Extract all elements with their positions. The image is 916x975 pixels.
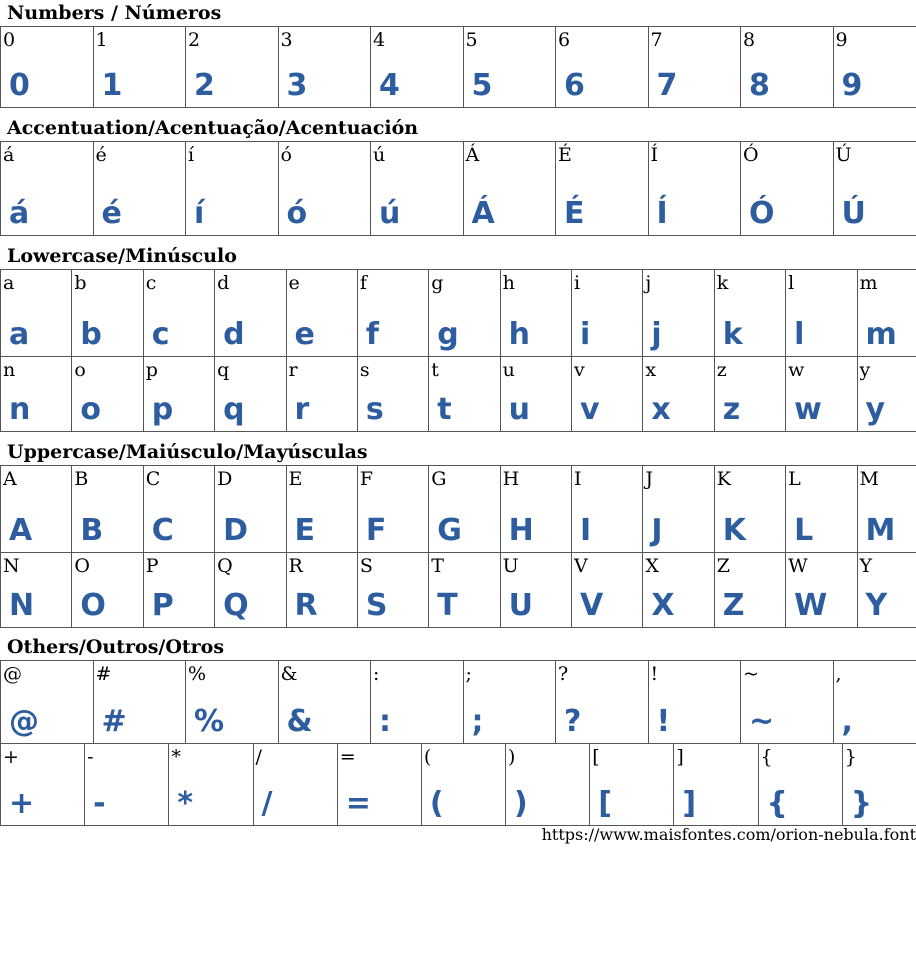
glyph-char-label: } — [844, 746, 857, 768]
glyph-sample: 7 — [656, 68, 678, 103]
glyph-cell — [93, 142, 186, 236]
glyph-char-label: Ú — [835, 144, 852, 166]
glyph-sample: x — [651, 392, 671, 427]
others-grid-1 — [0, 660, 916, 744]
glyph-sample: 4 — [379, 68, 400, 103]
glyph-cell — [506, 744, 590, 826]
glyph-sample: y — [865, 392, 886, 427]
glyph-char-label: g — [431, 272, 444, 294]
glyph-sample: v — [580, 392, 600, 427]
glyph-sample: K — [722, 513, 746, 548]
glyph-cell — [741, 142, 834, 236]
glyph-char-label: v — [574, 359, 585, 381]
glyph-cell — [429, 553, 500, 628]
glyph-sample: f — [365, 317, 379, 352]
glyph-sample: r — [294, 392, 310, 427]
glyph-char-label: R — [288, 555, 303, 577]
glyph-sample: 6 — [564, 68, 585, 103]
glyph-char-label: = — [339, 746, 356, 768]
glyph-sample: p — [151, 392, 174, 427]
glyph-cell — [143, 270, 214, 357]
glyph-cell — [429, 357, 500, 432]
glyph-cell — [1, 357, 72, 432]
section-title-uppercase: Uppercase/Maiúsculo/Mayúsculas — [7, 441, 368, 463]
glyph-cell — [648, 661, 741, 744]
glyph-char-label: u — [502, 359, 515, 381]
glyph-sample: T — [437, 588, 458, 623]
glyph-sample: ( — [429, 786, 444, 821]
glyph-char-label: i — [574, 272, 581, 294]
glyph-sample: V — [580, 588, 604, 623]
glyph-cell — [572, 553, 643, 628]
glyph-cell — [286, 270, 357, 357]
glyph-char-label: K — [716, 468, 731, 490]
glyph-char-label: ; — [465, 663, 472, 685]
glyph-sample: s — [365, 392, 384, 427]
glyph-cell — [1, 744, 85, 826]
glyph-char-label: 1 — [95, 29, 108, 51]
glyph-row — [1, 661, 916, 744]
glyph-sample: H — [508, 513, 534, 548]
section-title-numbers: Numbers / Números — [7, 2, 222, 24]
glyph-sample: { — [766, 786, 788, 821]
glyph-sample: ] — [682, 786, 697, 821]
glyph-sample: D — [223, 513, 249, 548]
glyph-char-label: & — [280, 663, 298, 685]
glyph-sample: - — [93, 786, 106, 821]
glyph-char-label: q — [217, 359, 230, 381]
glyph-cell — [143, 553, 214, 628]
glyph-sample: = — [345, 786, 371, 821]
glyph-char-label: U — [502, 555, 519, 577]
glyph-cell — [714, 270, 785, 357]
glyph-cell — [253, 744, 337, 826]
glyph-cell — [357, 553, 428, 628]
glyph-sample: h — [508, 317, 530, 352]
glyph-sample: i — [580, 317, 591, 352]
glyph-cell — [643, 466, 714, 553]
glyph-cell — [648, 142, 741, 236]
numbers-grid — [0, 26, 916, 108]
glyph-char-label: o — [74, 359, 86, 381]
glyph-cell — [857, 466, 916, 553]
glyph-char-label: I — [574, 468, 582, 490]
uppercase-grid — [0, 465, 916, 628]
glyph-cell — [371, 661, 464, 744]
glyph-cell — [1, 466, 72, 553]
glyph-sample: [ — [598, 786, 612, 821]
glyph-char-label: * — [171, 746, 181, 768]
glyph-cell — [143, 466, 214, 553]
section-title-accentuation: Accentuation/Acentuação/Acentuación — [7, 117, 419, 139]
glyph-char-label: W — [788, 555, 808, 577]
glyph-cell — [857, 553, 916, 628]
glyph-cell — [500, 466, 571, 553]
glyph-sample: 5 — [471, 68, 493, 103]
glyph-char-label: ? — [558, 663, 569, 685]
glyph-char-label: 9 — [835, 29, 848, 51]
glyph-char-label: b — [74, 272, 87, 294]
glyph-char-label: + — [3, 746, 19, 768]
glyph-char-label: Q — [217, 555, 233, 577]
glyph-char-label: d — [217, 272, 230, 294]
glyph-cell — [93, 661, 186, 744]
glyph-char-label: A — [3, 468, 17, 490]
glyph-char-label: m — [859, 272, 878, 294]
glyph-sample: b — [80, 317, 102, 352]
glyph-cell — [1, 553, 72, 628]
glyph-char-label: : — [373, 663, 380, 685]
glyph-sample: l — [794, 317, 805, 352]
glyph-cell — [741, 661, 834, 744]
glyph-char-label: @ — [3, 663, 22, 685]
glyph-cell — [463, 142, 556, 236]
glyph-sample: E — [294, 513, 315, 548]
glyph-row — [1, 27, 916, 108]
glyph-cell — [85, 744, 169, 826]
glyph-char-label: 2 — [188, 29, 201, 51]
glyph-sample: Y — [865, 588, 888, 623]
glyph-sample: # — [101, 704, 127, 739]
glyph-sample: B — [80, 513, 104, 548]
glyph-char-label: V — [574, 555, 588, 577]
glyph-char-label: j — [645, 272, 652, 294]
glyph-cell — [371, 142, 464, 236]
glyph-cell — [337, 744, 421, 826]
glyph-sample: Ó — [749, 196, 775, 231]
glyph-sample: 0 — [9, 68, 30, 103]
glyph-cell — [500, 357, 571, 432]
glyph-char-label: Ó — [743, 144, 759, 166]
glyph-cell — [429, 270, 500, 357]
glyph-sample: & — [286, 704, 313, 739]
glyph-cell — [278, 142, 371, 236]
glyph-sample: é — [101, 196, 122, 231]
glyph-char-label: É — [558, 144, 572, 166]
glyph-char-label: T — [431, 555, 444, 577]
glyph-char-label: k — [716, 272, 729, 294]
glyph-char-label: ú — [373, 144, 386, 166]
glyph-sample: o — [80, 392, 101, 427]
glyph-sample: a — [9, 317, 30, 352]
accentuation-grid — [0, 141, 916, 236]
glyph-char-label: h — [502, 272, 515, 294]
glyph-cell — [833, 27, 916, 108]
glyph-cell — [714, 553, 785, 628]
glyph-cell — [72, 357, 143, 432]
glyph-cell — [278, 661, 371, 744]
glyph-cell — [643, 357, 714, 432]
glyph-cell — [714, 466, 785, 553]
glyph-char-label: H — [502, 468, 520, 490]
glyph-cell — [72, 553, 143, 628]
glyph-char-label: - — [87, 746, 94, 768]
glyph-sample: + — [9, 786, 35, 821]
glyph-char-label: # — [95, 663, 112, 685]
glyph-char-label: ~ — [743, 663, 759, 685]
glyph-sample: á — [9, 196, 30, 231]
glyph-char-label: % — [188, 663, 207, 685]
glyph-char-label: / — [255, 746, 262, 768]
glyph-char-label: p — [145, 359, 158, 381]
glyph-cell — [674, 744, 758, 826]
glyph-cell — [286, 466, 357, 553]
glyph-cell — [833, 661, 916, 744]
glyph-cell — [786, 270, 857, 357]
glyph-char-label: a — [3, 272, 15, 294]
glyph-cell — [286, 357, 357, 432]
glyph-sample: S — [365, 588, 388, 623]
glyph-sample: Q — [223, 588, 249, 623]
glyph-char-label: O — [74, 555, 90, 577]
glyph-char-label: Í — [650, 144, 659, 166]
glyph-row — [1, 142, 916, 236]
glyph-cell — [1, 142, 94, 236]
glyph-cell — [758, 744, 842, 826]
glyph-sample: * — [177, 786, 194, 821]
glyph-sample: @ — [9, 704, 39, 739]
glyph-sample: C — [151, 513, 174, 548]
glyph-char-label: t — [431, 359, 439, 381]
glyph-cell — [1, 661, 94, 744]
glyph-cell — [741, 27, 834, 108]
glyph-cell — [143, 357, 214, 432]
glyph-char-label: 0 — [3, 29, 16, 51]
glyph-sample: c — [151, 317, 170, 352]
glyph-char-label: ) — [508, 746, 516, 768]
glyph-cell — [186, 142, 279, 236]
glyph-cell — [93, 27, 186, 108]
glyph-sample: A — [9, 513, 33, 548]
glyph-sample: L — [794, 513, 814, 548]
glyph-sample: R — [294, 588, 318, 623]
glyph-cell — [833, 142, 916, 236]
glyph-cell — [186, 27, 279, 108]
glyph-row — [1, 270, 916, 357]
glyph-sample: Í — [656, 196, 668, 231]
glyph-sample: 2 — [194, 68, 215, 103]
source-url[interactable]: https://www.maisfontes.com/orion-nebula.font — [541, 825, 916, 844]
glyph-char-label: c — [145, 272, 157, 294]
glyph-cell — [857, 270, 916, 357]
glyph-cell — [357, 357, 428, 432]
glyph-sample: F — [365, 513, 387, 548]
glyph-sample: 9 — [841, 68, 863, 103]
glyph-sample: d — [223, 317, 245, 352]
glyph-char-label: 8 — [743, 29, 756, 51]
glyph-cell — [643, 270, 714, 357]
glyph-sample: / — [261, 786, 273, 821]
glyph-sample: Á — [471, 196, 495, 231]
glyph-cell — [186, 661, 279, 744]
glyph-cell — [215, 466, 286, 553]
glyph-char-label: á — [3, 144, 15, 166]
glyph-cell — [72, 270, 143, 357]
glyph-char-label: [ — [592, 746, 600, 768]
glyph-cell — [842, 744, 916, 826]
glyph-char-label: í — [188, 144, 195, 166]
glyph-sample: t — [437, 392, 452, 427]
glyph-char-label: ( — [423, 746, 432, 768]
glyph-cell — [786, 553, 857, 628]
glyph-char-label: n — [3, 359, 16, 381]
glyph-char-label: 3 — [280, 29, 293, 51]
glyph-sample: G — [437, 513, 462, 548]
glyph-sample: g — [437, 317, 459, 352]
glyph-sample: ú — [379, 196, 401, 231]
glyph-sample: } — [850, 786, 873, 821]
glyph-char-label: 4 — [373, 29, 386, 51]
glyph-char-label: Á — [465, 144, 480, 166]
glyph-char-label: e — [288, 272, 300, 294]
glyph-sample: k — [722, 317, 743, 352]
glyph-cell — [286, 553, 357, 628]
glyph-char-label: Y — [859, 555, 873, 577]
glyph-char-label: G — [431, 468, 447, 490]
glyph-char-label: 5 — [465, 29, 478, 51]
glyph-sample: j — [651, 317, 662, 352]
glyph-cell — [857, 357, 916, 432]
glyph-cell — [357, 270, 428, 357]
section-title-lowercase: Lowercase/Minúsculo — [7, 245, 237, 267]
glyph-char-label: P — [145, 555, 159, 577]
glyph-sample: W — [794, 588, 828, 623]
glyph-row — [1, 553, 916, 628]
glyph-sample: , — [841, 704, 853, 739]
glyph-char-label: S — [359, 555, 373, 577]
glyph-cell — [421, 744, 505, 826]
glyph-cell — [215, 553, 286, 628]
glyph-char-label: ] — [676, 746, 684, 768]
glyph-cell — [278, 27, 371, 108]
glyph-cell — [500, 553, 571, 628]
glyph-cell — [643, 553, 714, 628]
glyph-char-label: é — [95, 144, 107, 166]
glyph-char-label: y — [859, 359, 871, 381]
glyph-char-label: ! — [650, 663, 659, 685]
glyph-char-label: Z — [716, 555, 730, 577]
glyph-cell — [500, 270, 571, 357]
glyph-sample: É — [564, 196, 585, 231]
glyph-cell — [572, 357, 643, 432]
glyph-sample: ) — [514, 786, 528, 821]
glyph-cell — [786, 466, 857, 553]
glyph-char-label: L — [788, 468, 801, 490]
others-grid-2 — [0, 743, 916, 826]
glyph-char-label: l — [788, 272, 795, 294]
glyph-cell — [556, 27, 649, 108]
glyph-sample: í — [194, 196, 205, 231]
glyph-cell — [1, 270, 72, 357]
glyph-char-label: X — [645, 555, 659, 577]
glyph-char-label: D — [217, 468, 233, 490]
glyph-cell — [572, 466, 643, 553]
glyph-cell — [648, 27, 741, 108]
glyph-cell — [463, 27, 556, 108]
glyph-sample: 3 — [286, 68, 308, 103]
glyph-sample: Z — [722, 588, 745, 623]
glyph-char-label: N — [3, 555, 20, 577]
glyph-sample: P — [151, 588, 174, 623]
glyph-sample: X — [651, 588, 675, 623]
glyph-cell — [463, 661, 556, 744]
glyph-char-label: { — [760, 746, 773, 768]
glyph-char-label: M — [859, 468, 879, 490]
glyph-sample: ; — [471, 704, 484, 739]
glyph-sample: ! — [656, 704, 671, 739]
glyph-sample: n — [9, 392, 31, 427]
glyph-sample: 8 — [749, 68, 770, 103]
glyph-cell — [429, 466, 500, 553]
glyph-cell — [371, 27, 464, 108]
glyph-cell — [572, 270, 643, 357]
glyph-sample: w — [794, 392, 822, 427]
glyph-char-label: C — [145, 468, 161, 490]
glyph-cell — [714, 357, 785, 432]
glyph-cell — [215, 270, 286, 357]
glyph-row — [1, 357, 916, 432]
glyph-char-label: z — [716, 359, 727, 381]
glyph-sample: : — [379, 704, 391, 739]
glyph-sample: ~ — [749, 704, 775, 739]
glyph-cell — [556, 661, 649, 744]
glyph-cell — [786, 357, 857, 432]
glyph-sample: U — [508, 588, 533, 623]
glyph-row — [1, 744, 916, 826]
lowercase-grid — [0, 269, 916, 432]
glyph-char-label: x — [645, 359, 657, 381]
glyph-cell — [590, 744, 674, 826]
glyph-char-label: E — [288, 468, 303, 490]
glyph-char-label: J — [645, 468, 653, 490]
glyph-char-label: F — [359, 468, 374, 490]
glyph-cell — [72, 466, 143, 553]
section-title-others: Others/Outros/Otros — [7, 636, 225, 658]
glyph-sample: J — [651, 513, 663, 548]
glyph-sample: 1 — [101, 68, 123, 103]
glyph-row — [1, 466, 916, 553]
glyph-cell — [215, 357, 286, 432]
glyph-sample: u — [508, 392, 530, 427]
glyph-sample: e — [294, 317, 315, 352]
glyph-sample: O — [80, 588, 106, 623]
glyph-sample: z — [722, 392, 741, 427]
glyph-char-label: w — [788, 359, 805, 381]
glyph-char-label: f — [359, 272, 367, 294]
glyph-cell — [357, 466, 428, 553]
glyph-char-label: s — [359, 359, 370, 381]
glyph-cell — [556, 142, 649, 236]
glyph-sample: ? — [564, 704, 582, 739]
glyph-sample: I — [580, 513, 592, 548]
glyph-sample: Ú — [841, 196, 866, 231]
glyph-sample: m — [865, 317, 897, 352]
glyph-sample: M — [865, 513, 896, 548]
glyph-sample: q — [223, 392, 245, 427]
glyph-cell — [169, 744, 253, 826]
glyph-char-label: B — [74, 468, 89, 490]
glyph-sample: N — [9, 588, 35, 623]
glyph-char-label: 7 — [650, 29, 663, 51]
glyph-sample: % — [194, 704, 225, 739]
glyph-char-label: , — [835, 663, 842, 685]
glyph-char-label: 6 — [558, 29, 571, 51]
glyph-cell — [1, 27, 94, 108]
glyph-sample: ó — [286, 196, 308, 231]
glyph-char-label: ó — [280, 144, 292, 166]
glyph-char-label: r — [288, 359, 298, 381]
